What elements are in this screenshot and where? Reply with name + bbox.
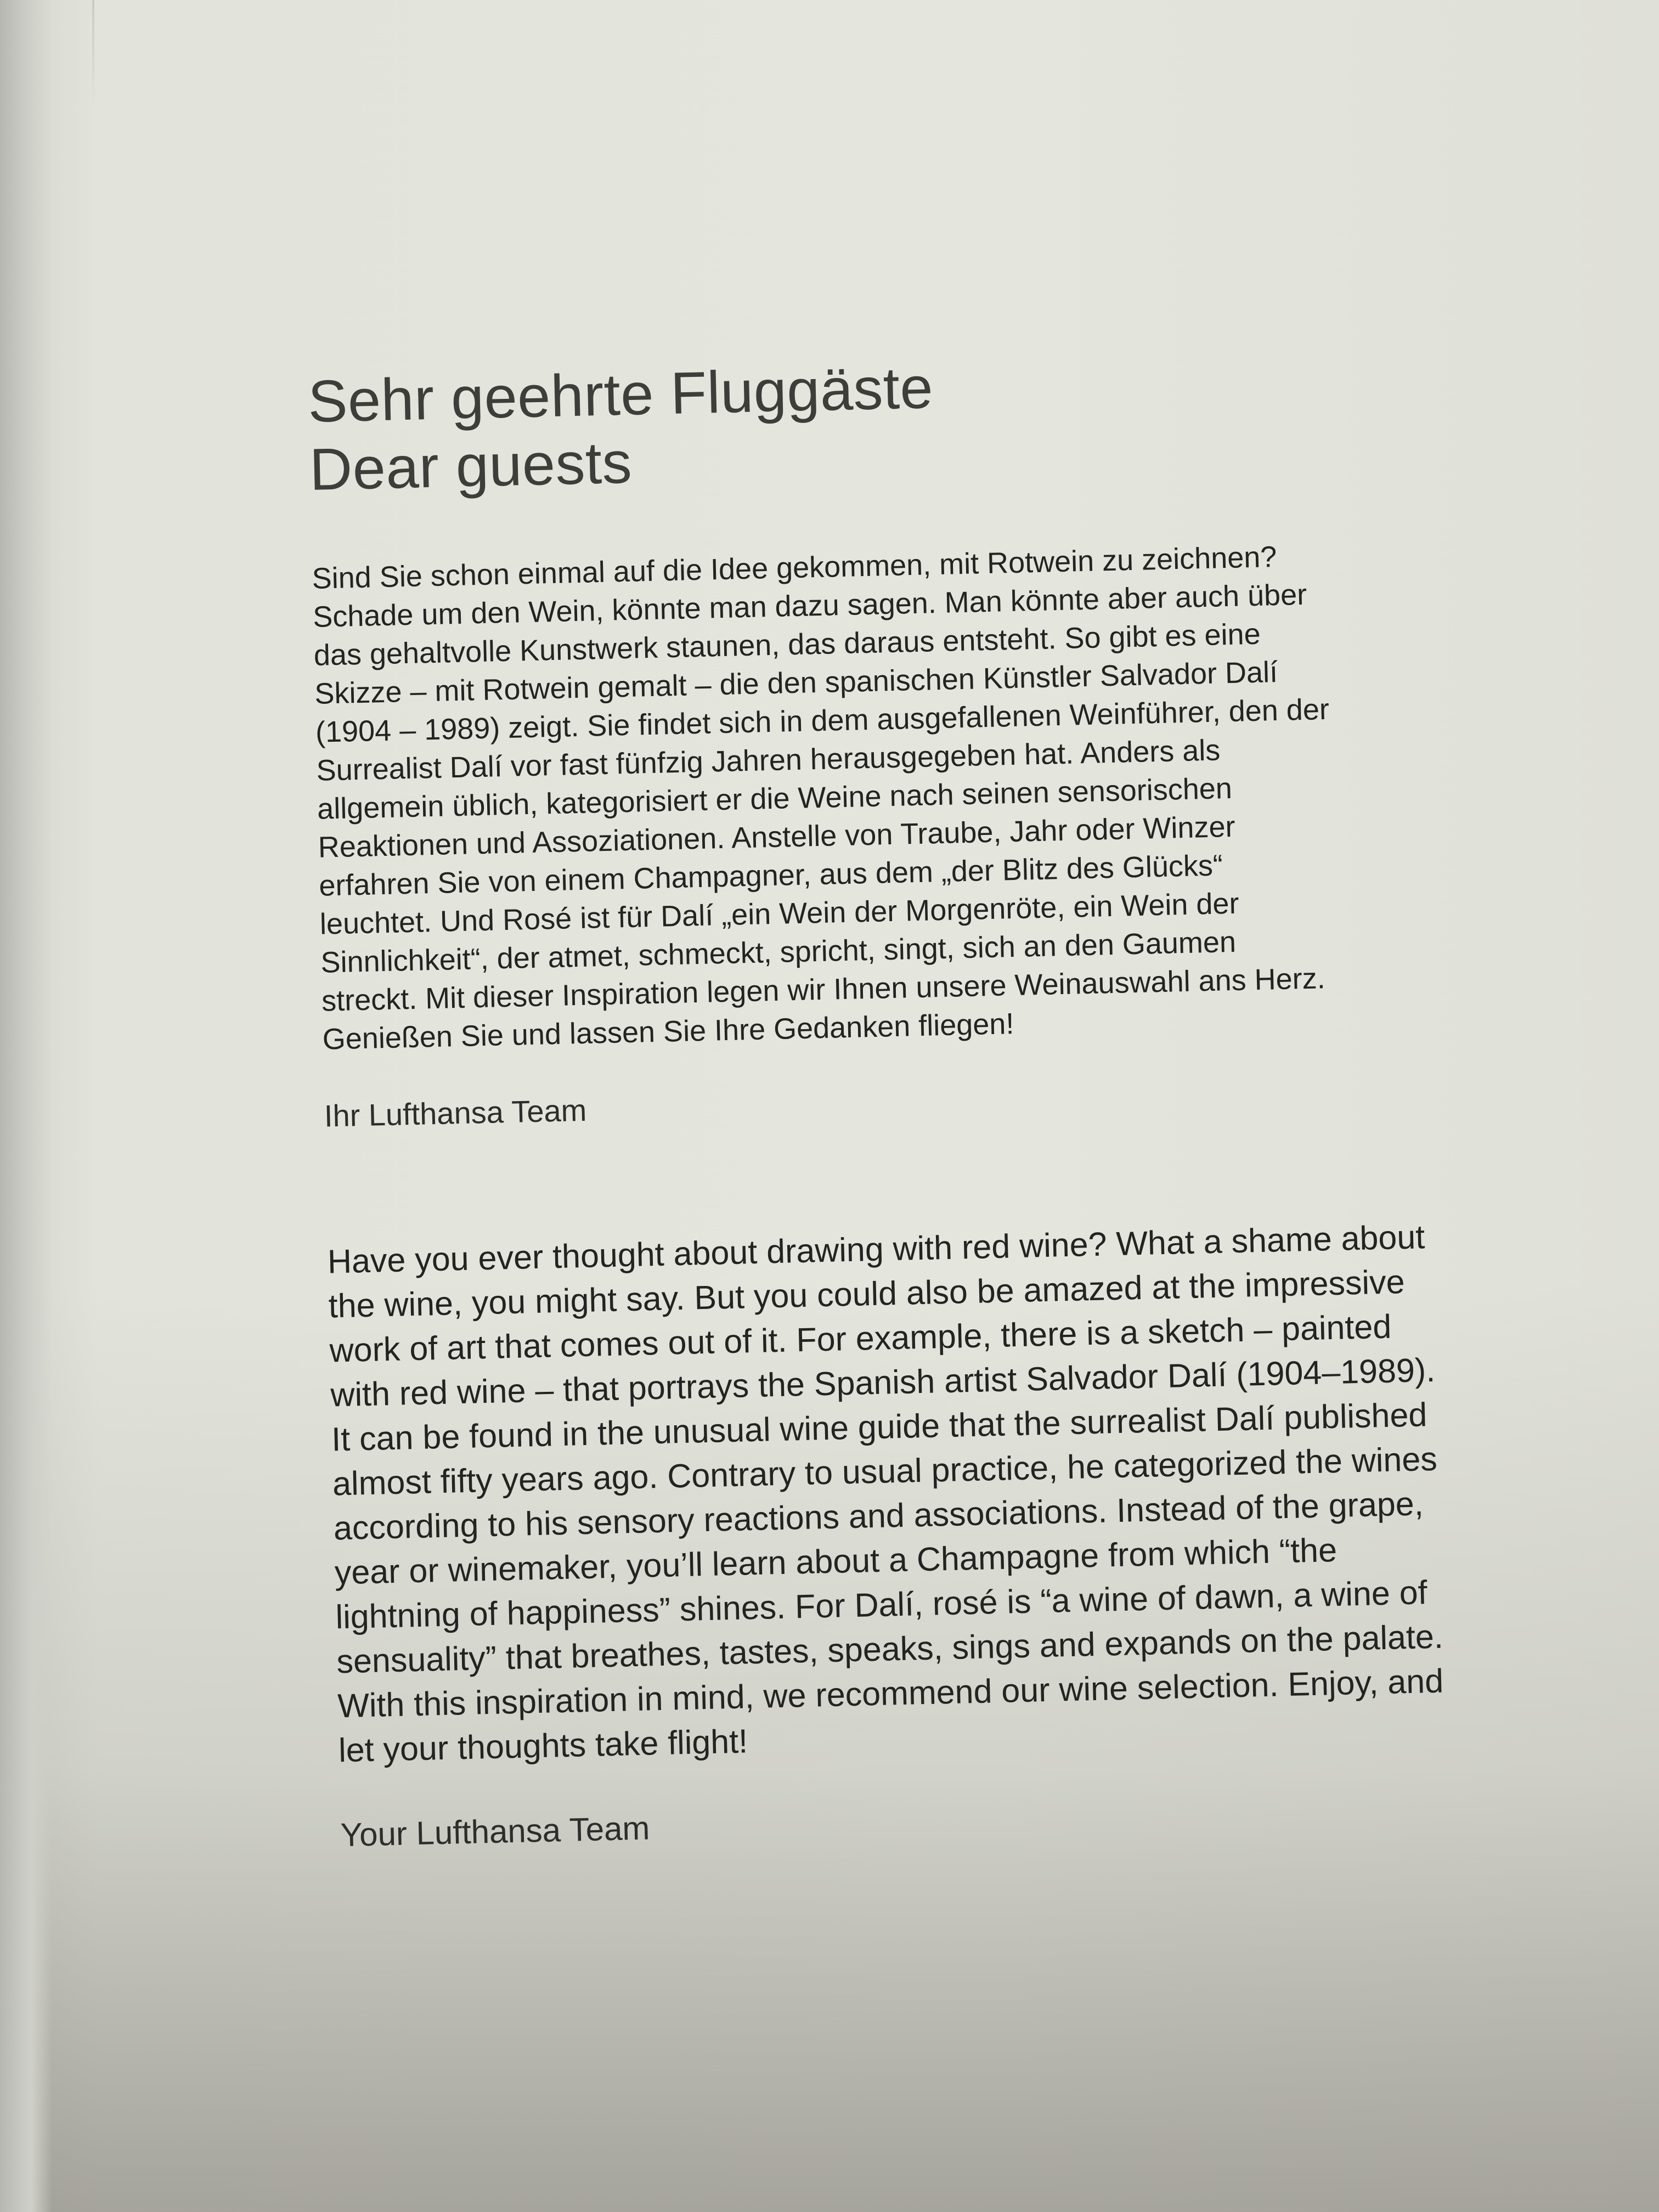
letter-heading <box>307 342 1451 504</box>
binding-shadow <box>0 0 52 2212</box>
signature-german: Ihr Lufthansa Team <box>324 1092 587 1133</box>
signature-english: Your Lufthansa Team <box>340 1809 651 1854</box>
heading-english: Dear guests <box>308 428 633 503</box>
body-german: Sind Sie schon einmal auf die Idee gekommen, mit Rotwein zu zeichnen? Schade um den Wein, könnte man dazu sagen. Man könnte aber auch über das gehaltvolle Kunstwerk staunen, das daraus entsteht. So gibt es eine Skizze – mit Rotwein gemalt – die den spanischen Künstler Salvador Dalí (1904 – 1989) zeigt. Sie findet sich in dem ausgefallenen Weinführer, den der Surrealist Dalí vor fast fünfzig Jahren herausgegeben hat. Anders als allgemein üblich, kategorisiert er die Weine nach seinen sensorischen Reaktionen und Assoziationen. Anstelle von Traube, Jahr oder Winzer erfahren Sie von einem Champagner, aus dem „der Blitz des Glücks“ leuchtet. Und Rosé ist für Dalí „ein Wein der Morgenröte, ein Wein der Sinnlichkeit“, der atmet, schmeckt, spricht, singt, sich an den Gaumen streckt. Mit dieser Inspiration legen wir Ihnen unsere Weinauswahl ans Herz. Genießen Sie und lassen Sie Ihre Gedanken fliegen! <box>312 540 1330 1056</box>
heading-german: Sehr geehrte Fluggäste <box>307 354 934 435</box>
body-english: Have you ever thought about drawing with red wine? What a shame about the wine, you might say. But you could also be amazed at the impressive work of art that comes out of it. For example, there is a sketch – painted with red wine – that portrays the Spanish artist Salvador Dalí (1904–1989). It can be found in the unusual wine guide that the surrealist Dalí published almost fifty years ago. Contrary to usual practice, he categorized the wines according to his sensory reactions and associations. Instead of the grape, year or winemaker, you’ll learn about a Champagne from which “the lightning of happiness” shines. For Dalí, rosé is “a wine of dawn, a wine of sensuality” that breathes, tastes, speaks, sings and expands on the palate. With this inspiration in mind, we recommend our wine selection. Enjoy, and let your thoughts take flight! <box>327 1218 1444 1769</box>
letter-content <box>307 342 1482 1855</box>
page-edge-line <box>92 0 94 110</box>
